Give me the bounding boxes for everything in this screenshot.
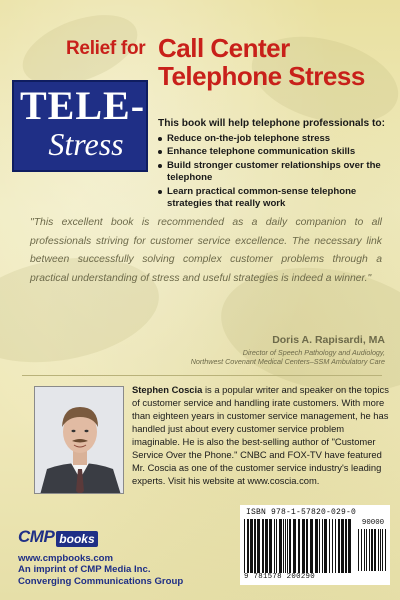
barcode-bar — [265, 519, 268, 573]
author-bio — [132, 383, 390, 487]
barcode-bar — [319, 519, 320, 573]
barcode-bar — [338, 519, 340, 573]
barcode-bar — [374, 529, 376, 571]
barcode-bar — [348, 519, 351, 573]
barcode-bar — [298, 519, 300, 573]
barcode-bar — [285, 519, 286, 573]
barcode-bar — [306, 519, 308, 573]
barcode-panel — [240, 505, 390, 585]
barcode-bar — [310, 519, 313, 573]
logo-tele-text: TELE- — [20, 83, 146, 128]
barcode-bar — [369, 529, 370, 571]
endorsement-role — [150, 348, 385, 366]
endorsement-role-line-2: Northwest Covenant Medical Centers–SSM Ambulatory Care — [190, 357, 385, 366]
price-barcode — [358, 529, 388, 571]
relief-for-heading: Relief for — [66, 38, 146, 59]
section-divider — [22, 375, 382, 376]
publisher-imprint: An imprint of CMP Media Inc. — [18, 564, 151, 576]
barcode-bar — [250, 519, 253, 573]
barcode-bar — [335, 519, 336, 573]
publisher-website: www.cmpbooks.com — [18, 553, 114, 564]
barcode-bar — [279, 519, 282, 573]
benefits-list — [158, 133, 390, 211]
author-name: Stephen Coscia — [132, 384, 203, 395]
tele-stress-logo — [12, 80, 148, 172]
isbn-number: ISBN 978-1-57820-029-0 — [246, 508, 357, 517]
barcode-bar — [269, 519, 272, 573]
barcode-digits: 9 781578 200290 — [244, 573, 316, 581]
barcode-bar — [358, 529, 359, 571]
publisher-info — [18, 553, 248, 587]
benefit-item: Build stronger customer relationships over the telephone — [158, 160, 390, 185]
benefit-item: Learn practical common-sense telephone strategies that really work — [158, 186, 390, 211]
barcode-bar — [345, 519, 347, 573]
barcode-bar — [378, 529, 379, 571]
endorsement-quote: "This excellent book is recommended as a daily companion to all professionals striving for customer service excellence. The necessary link between successfully solving complex customer problems through a practical understanding of stress and useful strategies is indeed a winner." — [30, 217, 382, 284]
barcode-bar — [385, 529, 386, 571]
publisher-logo — [18, 527, 98, 547]
barcode-bar — [371, 529, 373, 571]
author-bio-text: is a popular writer and speaker on the topics of customer service and handling irate customers. With more than eighteen years in customer service management, he has handled just about every customer service problem imaginable. He is also the best-selling author of "Customer Service Over the Phone." CNBC and FOX-TV have featured Mr. Coscia as one of the customer service industry's leading experts. Visit his website at www.coscia.com. — [132, 384, 389, 486]
book-title — [158, 34, 365, 90]
publisher-group: Converging Communications Group — [18, 575, 184, 587]
barcode-bar — [289, 519, 291, 573]
title-line-2: Telephone Stress — [158, 61, 365, 91]
barcode-bar — [332, 519, 333, 573]
barcode-bar — [380, 529, 381, 571]
barcode-bar — [302, 519, 305, 573]
barcode-bar — [324, 519, 327, 573]
benefits-intro: This book will help telephone professionals to: — [158, 118, 385, 129]
publisher-cmp: CMP — [18, 527, 55, 546]
barcode-bar — [276, 519, 277, 573]
barcode-bar — [283, 519, 284, 573]
logo-stress-text: Stress — [48, 126, 124, 162]
title-line-1: Call Center — [158, 33, 290, 63]
publisher-books: books — [56, 531, 97, 547]
author-portrait-image — [35, 387, 124, 494]
barcode-bar — [382, 529, 383, 571]
barcode-bar — [341, 519, 344, 573]
barcode-bar — [287, 519, 288, 573]
barcode-bar — [254, 519, 256, 573]
barcode-bar — [262, 519, 264, 573]
benefit-item: Reduce on-the-job telephone stress — [158, 133, 390, 145]
barcode-bar — [315, 519, 318, 573]
barcode-bar — [366, 529, 367, 571]
barcode-bar — [293, 519, 296, 573]
barcode-bar — [322, 519, 323, 573]
benefit-item: Enhance telephone communication skills — [158, 146, 390, 158]
author-photo — [34, 386, 124, 494]
barcode-bar — [257, 519, 260, 573]
barcode-bar — [274, 519, 275, 573]
barcode-bar — [329, 519, 330, 573]
barcode-bar — [364, 529, 365, 571]
ean-barcode — [244, 519, 354, 573]
publisher-wordmark — [18, 527, 98, 547]
endorsement-author: Doris A. Rapisardi, MA — [272, 334, 385, 346]
price-code: 90000 — [361, 519, 385, 527]
barcode-bar — [361, 529, 362, 571]
endorsement-role-line-1: Director of Speech Pathology and Audiology, — [242, 348, 385, 357]
